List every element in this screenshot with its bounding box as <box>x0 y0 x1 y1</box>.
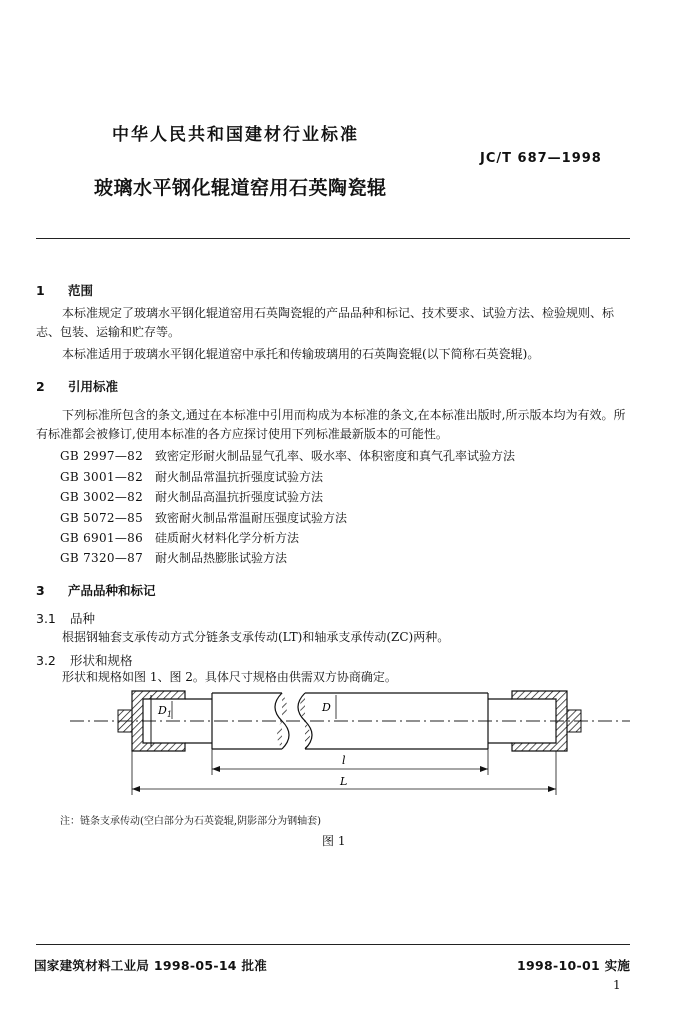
reference-item <box>60 488 323 505</box>
figure-caption: 图 1 <box>322 834 346 848</box>
page-number: 1 <box>613 978 621 992</box>
reference-code: GB 6901—86 <box>60 531 144 545</box>
figure-1-roller-drawing <box>0 685 699 807</box>
section-title: 引用标准 <box>68 379 119 394</box>
reference-item <box>60 529 299 546</box>
label-big-l: L <box>340 775 348 788</box>
subsection-3-1-heading <box>36 609 95 627</box>
reference-title: 硅质耐火材料化学分析方法 <box>155 531 300 545</box>
reference-code: GB 3001—82 <box>60 470 144 484</box>
subsection-number: 3.2 <box>36 653 56 668</box>
reference-item <box>60 509 347 526</box>
label-l: l <box>342 754 346 767</box>
footer-divider <box>36 944 630 945</box>
header-divider <box>36 238 630 239</box>
section-2-heading <box>36 377 118 395</box>
reference-code: GB 3002—82 <box>60 490 144 504</box>
reference-item <box>60 468 323 485</box>
implementation-date: 1998-10-01 实施 <box>517 958 631 973</box>
section-1-heading <box>36 281 93 299</box>
issued-date: 国家建筑材料工业局 1998-05-14 批准 <box>34 958 268 973</box>
reference-code: GB 2997—82 <box>60 449 144 463</box>
standard-type-heading: 中华人民共和国建材行业标准 <box>112 125 359 145</box>
reference-item <box>60 447 515 464</box>
standard-code: JC/T 687—1998 <box>480 151 602 166</box>
section-2-paragraph-1: 下列标准所包含的条文,通过在本标准中引用而构成为本标准的条文,在本标准出版时,所示版本均为有效。所有标准都会被修订,使用本标准的各方应探讨使用下列标准最新版本的可能性。 <box>36 408 626 441</box>
right-steel-sleeve <box>512 691 581 751</box>
section-3-heading <box>36 581 156 599</box>
figure-note: 注：链条支承传动(空白部分为石英瓷辊,阴影部分为钢轴套) <box>60 816 321 827</box>
section-number: 2 <box>36 379 45 394</box>
reference-code: GB 7320—87 <box>60 551 144 565</box>
label-d: D <box>322 701 331 714</box>
document-title: 玻璃水平钢化辊道窑用石英陶瓷辊 <box>94 177 387 199</box>
subsection-3-2-text: 形状和规格如图 1、图 2。具体尺寸规格由供需双方协商确定。 <box>62 670 397 684</box>
section-1-paragraph-1: 本标准规定了玻璃水平钢化辊道窑用石英陶瓷辊的产品品种和标记、技术要求、试验方法、检验规则、标志、包装、运输和贮存等。 <box>36 306 615 339</box>
subsection-3-1-text: 根据钢轴套支承传动方式分链条支承传动(LT)和轴承支承传动(ZC)两种。 <box>62 630 450 644</box>
section-title: 范围 <box>68 283 94 298</box>
reference-title: 耐火制品常温抗折强度试验方法 <box>155 470 324 484</box>
reference-code: GB 5072—85 <box>60 511 144 525</box>
reference-title: 致密定形耐火制品显气孔率、吸水率、体积密度和真气孔率试验方法 <box>155 449 516 463</box>
section-title: 产品品种和标记 <box>68 583 156 598</box>
subsection-number: 3.1 <box>36 611 56 626</box>
subsection-title: 品种 <box>70 611 96 626</box>
reference-title: 耐火制品热膨胀试验方法 <box>155 551 288 565</box>
section-1-paragraph-2: 本标准适用于玻璃水平钢化辊道窑中承托和传输玻璃用的石英陶瓷辊(以下简称石英瓷辊)。 <box>62 347 540 361</box>
label-d1: $D_1$ <box>158 704 172 719</box>
section-number: 3 <box>36 583 45 598</box>
reference-item <box>60 549 287 566</box>
subsection-3-2-heading <box>36 651 133 669</box>
reference-title: 致密耐火制品常温耐压强度试验方法 <box>155 511 348 525</box>
section-number: 1 <box>36 283 45 298</box>
subsection-title: 形状和规格 <box>70 653 133 668</box>
reference-title: 耐火制品高温抗折强度试验方法 <box>155 490 324 504</box>
